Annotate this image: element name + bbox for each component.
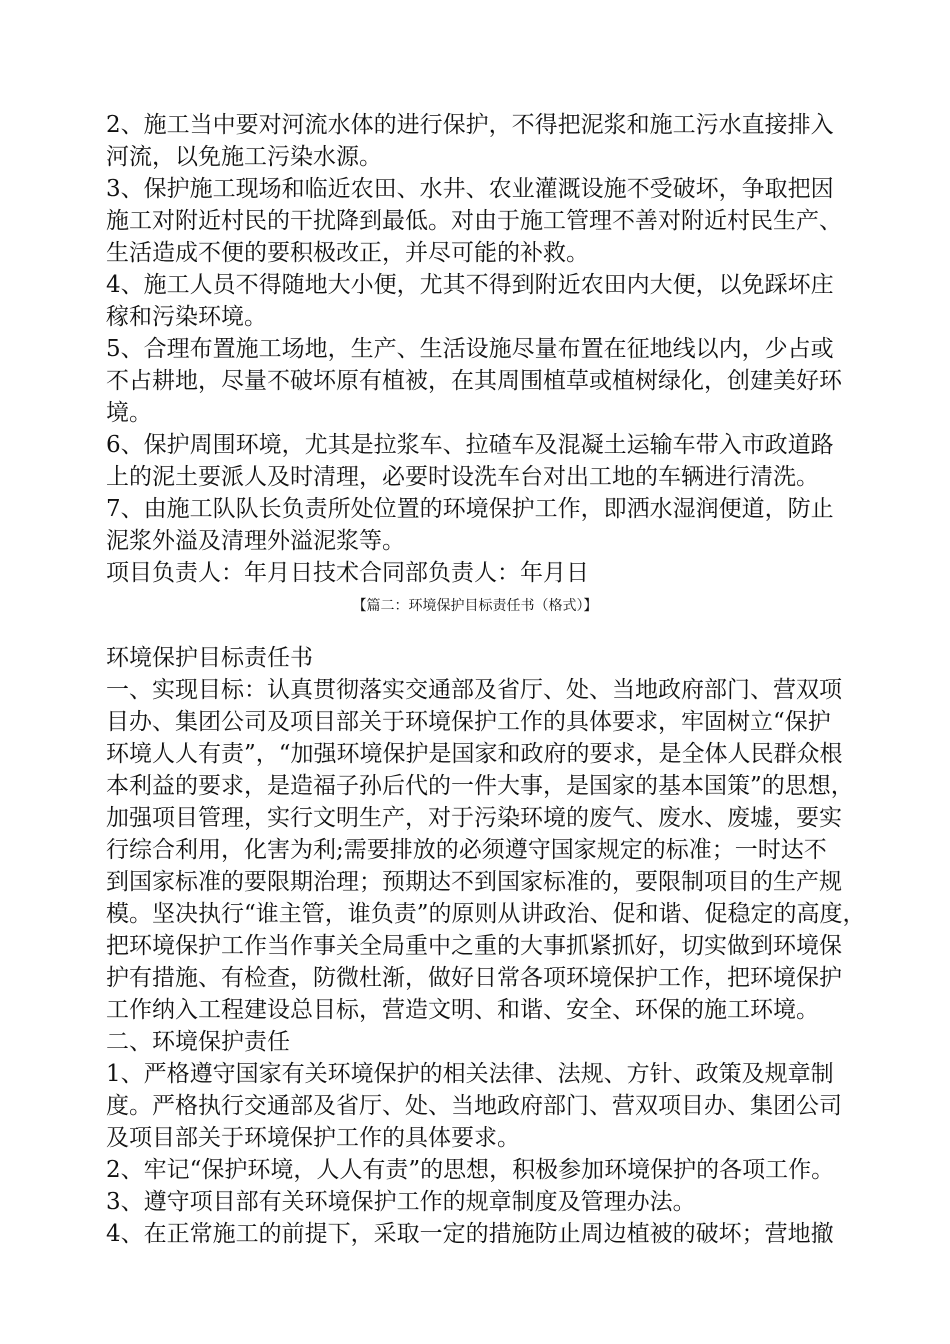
text-line: 及项目部关于环境保护工作的具体要求。 [106, 1125, 520, 1151]
text-line: 护有措施、有检查，防微杜渐，做好日常各项环境保护工作，把环境保护 [106, 965, 842, 991]
text-line: 4、在正常施工的前提下，采取一定的措施防止周边植被的破坏；营地撤 [106, 1221, 834, 1247]
text-line: 5、合理布置施工场地，生产、生活设施尽量布置在征地线以内，少占或 [106, 336, 834, 362]
text-line: 到国家标准的要限期治理；预期达不到国家标准的，要限制项目的生产规 [106, 869, 842, 895]
text-line: 把环境保护工作当作事关全局重中之重的大事抓紧抓好，切实做到环境保 [106, 933, 842, 959]
text-line: 7、由施工队队长负责所处位置的环境保护工作，即洒水湿润便道，防止 [106, 496, 834, 522]
text-line: 加强项目管理，实行文明生产，对于污染环境的废气、废水、废墟，要实 [106, 805, 842, 831]
text-line: 上的泥土要派人及时清理，必要时设洗车台对出工地的车辆进行清洗。 [106, 464, 819, 490]
text-line: 1、严格遵守国家有关环境保护的相关法律、法规、方针、政策及规章制 [106, 1061, 834, 1087]
text-line: 施工对附近村民的干扰降到最低。对由于施工管理不善对附近村民生产、 [106, 208, 842, 234]
text-line: 不占耕地，尽量不破坏原有植被，在其周围植草或植树绿化，创建美好环 [106, 368, 842, 394]
text-line: 泥浆外溢及清理外溢泥浆等。 [106, 528, 405, 554]
signature-line: 项目负责人：年月日技术合同部负责人：年月日 [106, 560, 589, 586]
text-line: 境。 [106, 400, 152, 426]
text-line: 一、实现目标：认真贯彻落实交通部及省厅、处、当地政府部门、营双项 [106, 677, 842, 703]
section-title: 【篇二：环境保护目标责任书（格式）】 [352, 598, 598, 614]
text-line: 3、保护施工现场和临近农田、水井、农业灌溉设施不受破坏，争取把因 [106, 176, 834, 202]
section-heading: 二、环境保护责任 [106, 1029, 290, 1055]
text-line: 目办、集团公司及项目部关于环境保护工作的具体要求，牢固树立“保护 [106, 709, 831, 735]
text-line: 6、保护周围环境，尤其是拉浆车、拉碴车及混凝土运输车带入市政道路 [106, 432, 834, 458]
document-heading: 环境保护目标责任书 [106, 645, 313, 671]
text-line: 环境人人有责”，“加强环境保护是国家和政府的要求，是全体人民群众根 [106, 741, 843, 767]
text-line: 工作纳入工程建设总目标，营造文明、和谐、安全、环保的施工环境。 [106, 997, 819, 1023]
text-line: 2、牢记“保护环境，人人有责”的思想，积极参加环境保护的各项工作。 [106, 1157, 835, 1183]
text-line: 2、施工当中要对河流水体的进行保护，不得把泥浆和施工污水直接排入 [106, 112, 834, 138]
text-line: 河流，以免施工污染水源。 [106, 144, 382, 170]
text-line: 模。坚决执行“谁主管，谁负责”的原则从讲政治、促和谐、促稳定的高度， [106, 901, 866, 927]
text-line: 度。严格执行交通部及省厅、处、当地政府部门、营双项目办、集团公司 [106, 1093, 842, 1119]
text-line: 3、遵守项目部有关环境保护工作的规章制度及管理办法。 [106, 1189, 696, 1215]
text-line: 本利益的要求，是造福子孙后代的一件大事，是国家的基本国策”的思想， [106, 773, 854, 799]
text-line: 4、施工人员不得随地大小便，尤其不得到附近农田内大便，以免踩坏庄 [106, 272, 834, 298]
text-line: 生活造成不便的要积极改正，并尽可能的补救。 [106, 240, 589, 266]
text-line: 稼和污染环境。 [106, 304, 267, 330]
text-line: 行综合利用，化害为利;需要排放的必须遵守国家规定的标准；一时达不 [106, 837, 827, 863]
